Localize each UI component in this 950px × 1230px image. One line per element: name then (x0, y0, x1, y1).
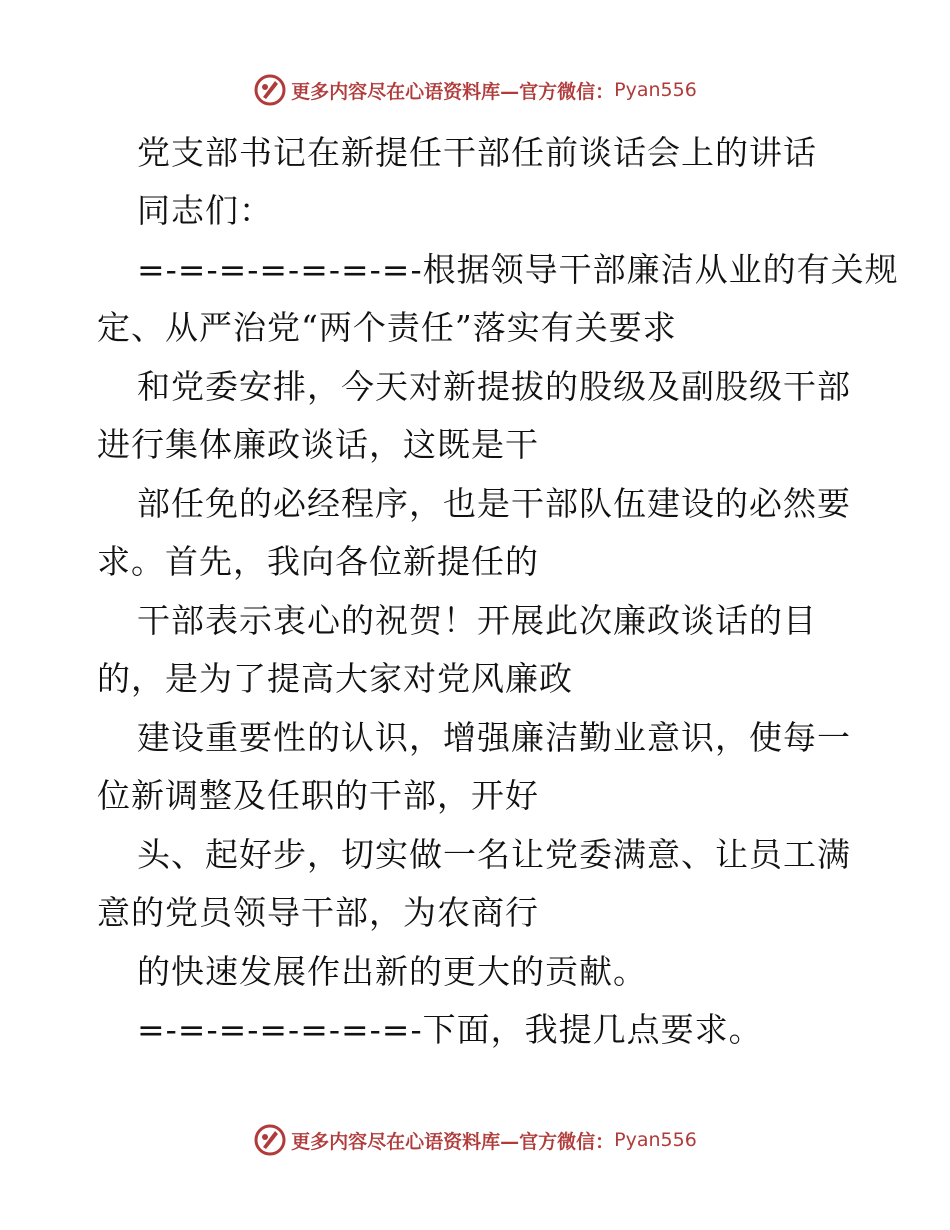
watermark-header (0, 70, 950, 110)
watermark-id: Pyan556 (614, 1129, 697, 1151)
text-line: 的快速发展作出新的更大的贡献。 (137, 952, 647, 991)
text-line: 意的党员领导干部，为农商行 (97, 893, 539, 932)
text-line: 求。首先，我向各位新提任的 (97, 542, 539, 581)
text-line: =-=-=-=-=-=-=-下面，我提几点要求。 (137, 1010, 763, 1049)
watermark-footer (0, 1120, 950, 1160)
text-line: 的，是为了提高大家对党风廉政 (97, 659, 573, 698)
watermark-text: 更多内容尽在心语资料库—官方微信： (291, 1130, 615, 1153)
text-line: 干部表示衷心的祝贺！开展此次廉政谈话的目 (137, 601, 817, 640)
brand-logo-icon (253, 73, 287, 107)
text-line: 部任免的必经程序，也是干部队伍建设的必然要 (137, 484, 851, 523)
watermark-text: 更多内容尽在心语资料库—官方微信： (291, 80, 615, 103)
document-title: 党支部书记在新提任干部任前谈话会上的讲话 (137, 133, 817, 172)
text-line: 和党委安排，今天对新提拔的股级及副股级干部 (137, 367, 851, 406)
watermark-id: Pyan556 (614, 79, 697, 101)
text-line: 进行集体廉政谈话，这既是干 (97, 425, 539, 464)
text-line: 头、起好步，切实做一名让党委满意、让员工满 (137, 835, 851, 874)
text-line: 同志们： (137, 191, 273, 230)
text-line: 建设重要性的认识，增强廉洁勤业意识，使每一 (137, 718, 851, 757)
text-line: =-=-=-=-=-=-=-根据领导干部廉洁从业的有关规 (137, 250, 899, 289)
text-line: 位新调整及任职的干部，开好 (97, 776, 539, 815)
text-line: 定、从严治党“两个责任”落实有关要求 (97, 308, 677, 347)
brand-logo-icon (253, 1123, 287, 1157)
